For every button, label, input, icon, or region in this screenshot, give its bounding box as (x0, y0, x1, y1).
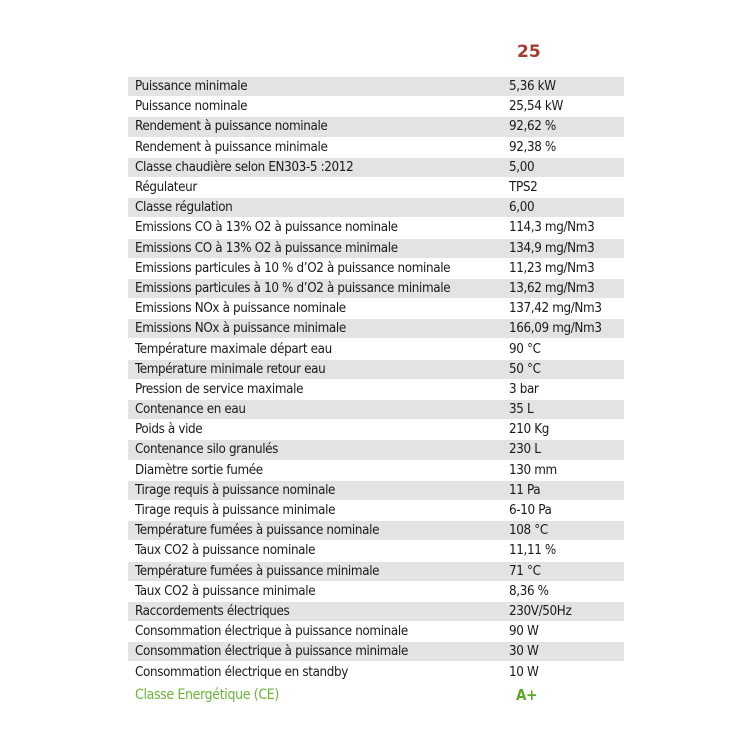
spec-label: Emissions NOx à puissance minimale (128, 319, 501, 339)
energy-class-row (128, 682, 624, 709)
energy-class-label: Classe Energétique (CE) (128, 682, 501, 709)
spec-label: Diamètre sortie fumée (128, 460, 501, 480)
spec-value: 8,36 % (501, 581, 624, 601)
spec-value: 90 W (501, 622, 624, 642)
spec-value: 11,23 mg/Nm3 (501, 258, 624, 278)
spec-label: Taux CO2 à puissance nominale (128, 541, 501, 561)
spec-value: 5,00 (501, 157, 624, 177)
table-row (128, 238, 624, 258)
table-row (128, 278, 624, 298)
table-row (128, 97, 624, 117)
table-row (128, 420, 624, 440)
spec-label: Consommation électrique à puissance nominale (128, 622, 501, 642)
spec-label: Contenance en eau (128, 400, 501, 420)
spec-value: 210 Kg (501, 420, 624, 440)
spec-label: Puissance minimale (128, 77, 501, 97)
spec-value: 114,3 mg/Nm3 (501, 218, 624, 238)
spec-label: Classe chaudière selon EN303-5 :2012 (128, 157, 501, 177)
table-row (128, 359, 624, 379)
table-row (128, 157, 624, 177)
spec-table (128, 77, 624, 710)
spec-label: Taux CO2 à puissance minimale (128, 581, 501, 601)
table-row (128, 177, 624, 197)
table-row (128, 117, 624, 137)
spec-label: Emissions CO à 13% O2 à puissance minimale (128, 238, 501, 258)
spec-label: Emissions NOx à puissance nominale (128, 299, 501, 319)
table-row (128, 601, 624, 621)
spec-label: Régulateur (128, 177, 501, 197)
table-row (128, 662, 624, 682)
spec-label: Puissance nominale (128, 97, 501, 117)
table-row (128, 137, 624, 157)
table-row (128, 339, 624, 359)
table-row (128, 521, 624, 541)
spec-label: Température fumées à puissance minimale (128, 561, 501, 581)
spec-value: 230 L (501, 440, 624, 460)
spec-label: Emissions CO à 13% O2 à puissance nominale (128, 218, 501, 238)
spec-label: Emissions particules à 10 % d’O2 à puissance minimale (128, 278, 501, 298)
table-row (128, 198, 624, 218)
spec-label: Rendement à puissance nominale (128, 117, 501, 137)
table-row (128, 561, 624, 581)
spec-label: Poids à vide (128, 420, 501, 440)
spec-value: 130 mm (501, 460, 624, 480)
table-row (128, 500, 624, 520)
spec-label: Tirage requis à puissance nominale (128, 480, 501, 500)
table-row (128, 581, 624, 601)
spec-label: Consommation électrique en standby (128, 662, 501, 682)
spec-value: 90 °C (501, 339, 624, 359)
spec-label: Température fumées à puissance nominale (128, 521, 501, 541)
table-row (128, 258, 624, 278)
spec-value: 108 °C (501, 521, 624, 541)
spec-label: Classe régulation (128, 198, 501, 218)
spec-value: 92,38 % (501, 137, 624, 157)
spec-value: 71 °C (501, 561, 624, 581)
spec-value: 166,09 mg/Nm3 (501, 319, 624, 339)
spec-value: 10 W (501, 662, 624, 682)
table-row (128, 299, 624, 319)
spec-label: Tirage requis à puissance minimale (128, 500, 501, 520)
spec-label: Température maximale départ eau (128, 339, 501, 359)
table-row (128, 319, 624, 339)
spec-label: Consommation électrique à puissance minimale (128, 642, 501, 662)
spec-value: 30 W (501, 642, 624, 662)
spec-table-body (128, 77, 624, 709)
table-row (128, 642, 624, 662)
spec-value: 6-10 Pa (501, 500, 624, 520)
table-row (128, 480, 624, 500)
spec-value: 11,11 % (501, 541, 624, 561)
table-row (128, 77, 624, 97)
spec-value: 3 bar (501, 379, 624, 399)
table-row (128, 460, 624, 480)
spec-value: 134,9 mg/Nm3 (501, 238, 624, 258)
energy-class-value: A+ (501, 682, 624, 709)
table-row (128, 400, 624, 420)
spec-label: Rendement à puissance minimale (128, 137, 501, 157)
spec-value: 50 °C (501, 359, 624, 379)
table-row (128, 440, 624, 460)
spec-label: Pression de service maximale (128, 379, 501, 399)
spec-value: 6,00 (501, 198, 624, 218)
spec-value: 137,42 mg/Nm3 (501, 299, 624, 319)
spec-value: 5,36 kW (501, 77, 624, 97)
spec-value: 25,54 kW (501, 97, 624, 117)
spec-value: TPS2 (501, 177, 624, 197)
spec-label: Contenance silo granulés (128, 440, 501, 460)
spec-value: 92,62 % (501, 117, 624, 137)
spec-value: 13,62 mg/Nm3 (501, 278, 624, 298)
table-row (128, 622, 624, 642)
spec-value: 230V/50Hz (501, 601, 624, 621)
spec-value: 35 L (501, 400, 624, 420)
table-row (128, 218, 624, 238)
table-row (128, 541, 624, 561)
spec-value: 11 Pa (501, 480, 624, 500)
spec-label: Emissions particules à 10 % d’O2 à puissance nominale (128, 258, 501, 278)
table-row (128, 379, 624, 399)
spec-label: Température minimale retour eau (128, 359, 501, 379)
spec-label: Raccordements électriques (128, 601, 501, 621)
model-number: 25 (517, 42, 541, 62)
